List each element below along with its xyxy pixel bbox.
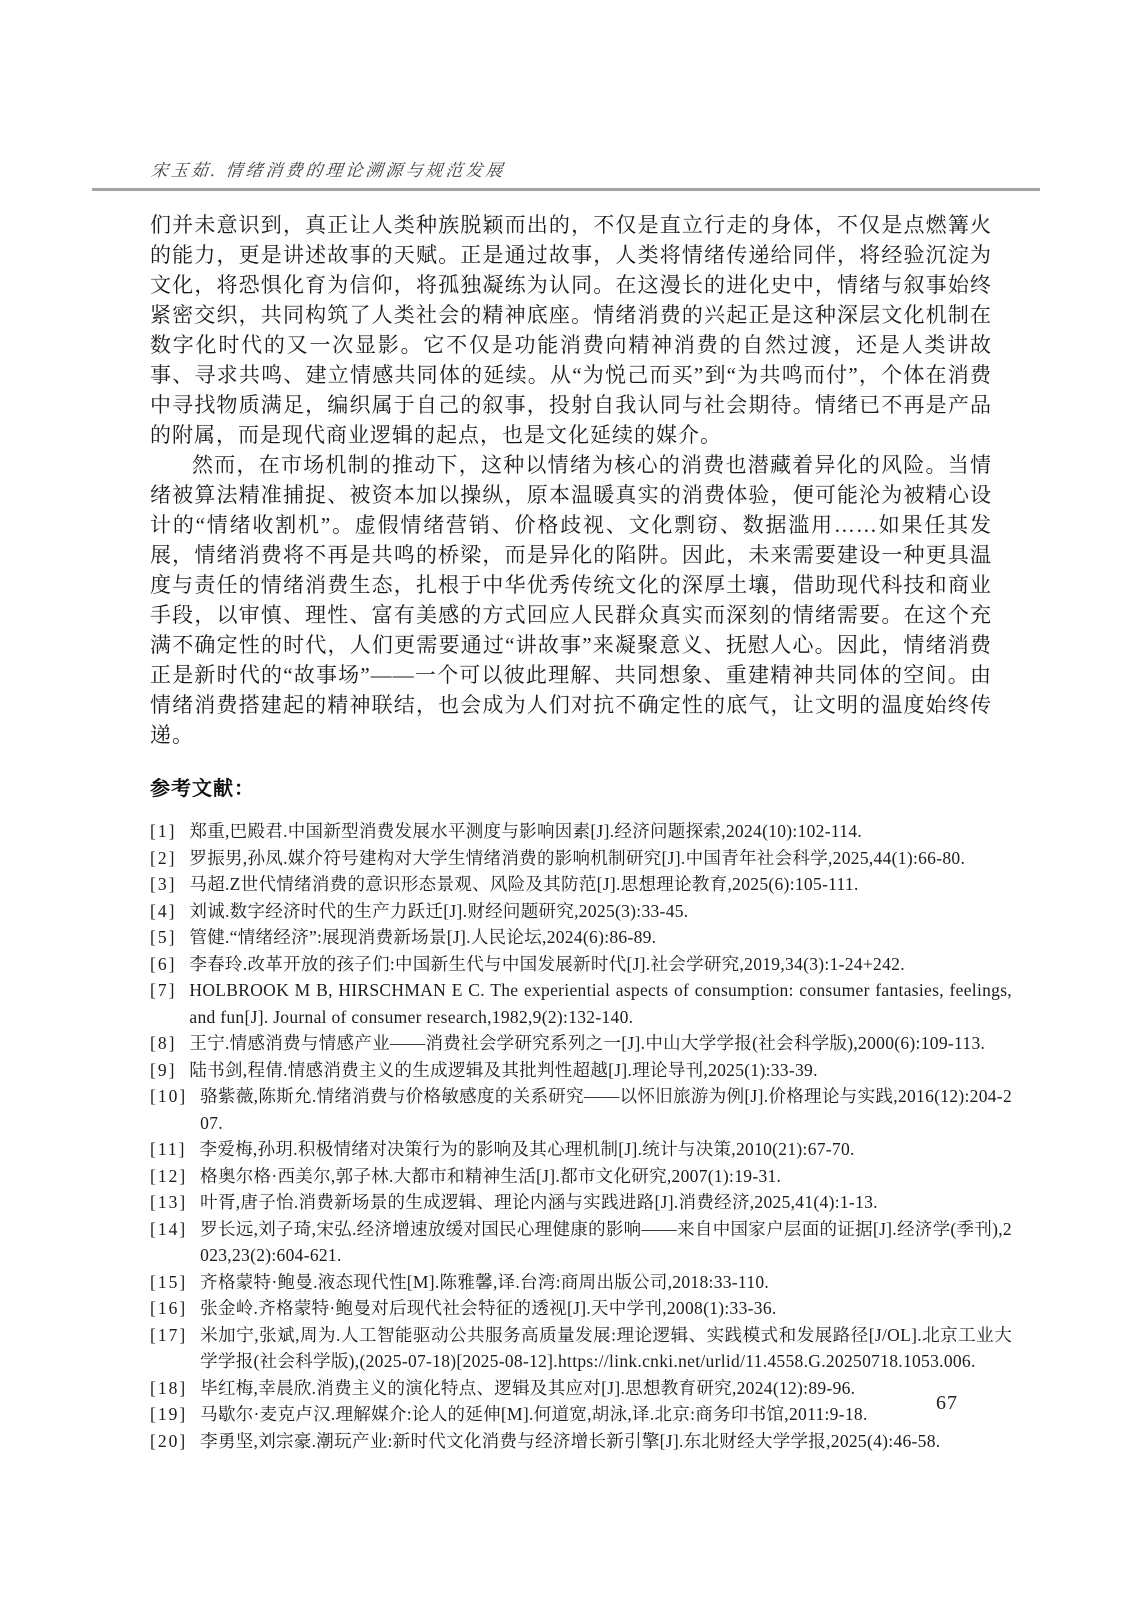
reference-number: [18] [150, 1377, 188, 1398]
reference-number: [3] [150, 874, 177, 894]
reference-list [150, 818, 1012, 1454]
reference-text: 骆紫薇,陈斯允.情绪消费与价格敏感度的关系研究——以怀旧旅游为例[J].价格理论与实践,2016(12):204-207. [200, 1086, 1012, 1133]
reference-text: 李勇坚,刘宗豪.潮玩产业:新时代文化消费与经济增长新引擎[J].东北财经大学学报,2025(4):46-58. [200, 1430, 941, 1451]
reference-number: [16] [150, 1298, 188, 1318]
reference-number: [1] [150, 821, 177, 841]
reference-number: [15] [150, 1271, 188, 1292]
reference-text: 李爱梅,孙玥.积极情绪对决策行为的影响及其心理机制[J].统计与决策,2010(21):67-70. [199, 1139, 855, 1159]
page-number: 67 [936, 1392, 958, 1414]
reference-text: 马超.Z世代情绪消费的意识形态景观、风险及其防范[J].思想理论教育,2025(6):105-111. [189, 874, 859, 894]
reference-number: [6] [150, 953, 177, 974]
reference-text: 毕红梅,幸晨欣.消费主义的演化特点、逻辑及其应对[J].思想教育研究,2024(12):89-96. [200, 1377, 856, 1398]
reference-item [150, 1163, 1012, 1190]
page-body [150, 210, 1012, 1454]
reference-item [150, 871, 1012, 898]
body-paragraph-1: 们并未意识到，真正让人类种族脱颖而出的，不仅是直立行走的身体，不仅是点燃篝火的能力，更是讲述故事的天赋。正是通过故事，人类将情绪传递给同伴，将经验沉淀为文化，将恐惧化育为信仰，将孤独凝练为认同。在这漫长的进化史中，情绪与叙事始终紧密交织，共同构筑了人类社会的精神底座。情绪消费的兴起正是这种深层文化机制在数字化时代的又一次显影。它不仅是功能消费向精神消费的自然过渡，还是人类讲故事、寻求共鸣、建立情感共同体的延续。从“为悦己而买”到“为共鸣而付”，个体在消费中寻找物质满足，编织属于自己的叙事，投射自我认同与社会期待。情绪已不再是产品的附属，而是现代商业逻辑的起点，也是文化延续的媒介。 [150, 213, 992, 447]
reference-item [150, 818, 1012, 845]
reference-text: 郑重,巴殿君.中国新型消费发展水平测度与影响因素[J].经济问题探索,2024(10):102-114. [189, 821, 863, 841]
header-rule [92, 188, 1040, 191]
reference-number: [19] [150, 1404, 188, 1424]
reference-text: 格奥尔格·西美尔,郭子林.大都市和精神生活[J].都市文化研究,2007(1):19-31. [200, 1165, 782, 1186]
reference-number: [5] [150, 927, 177, 947]
reference-text: 齐格蒙特·鲍曼.液态现代性[M].陈雅馨,译.台湾:商周出版公司,2018:33-110. [200, 1271, 770, 1292]
reference-item [150, 1322, 1012, 1375]
references-heading: 参考文献： [150, 778, 255, 800]
reference-text: 王宁.情感消费与情感产业——消费社会学研究系列之一[J].中山大学学报(社会科学版),2000(6):109-113. [189, 1033, 986, 1053]
reference-text: 罗长远,刘子琦,宋弘.经济增速放缓对国民心理健康的影响——来自中国家户层面的证据[J].经济学(季刊),2023,23(2):604-621. [200, 1218, 1012, 1265]
reference-number: [9] [150, 1059, 177, 1080]
reference-number: [10] [150, 1086, 188, 1106]
reference-text: 李春玲.改革开放的孩子们:中国新生代与中国发展新时代[J].社会学研究,2019,34(3):1-24+242. [189, 953, 905, 974]
reference-number: [14] [150, 1218, 188, 1239]
reference-text: 陆书剑,程倩.情感消费主义的生成逻辑及其批判性超越[J].理论导刊,2025(1):33-39. [189, 1059, 818, 1080]
reference-text: 张金岭.齐格蒙特·鲍曼对后现代社会特征的透视[J].天中学刊,2008(1):33-36. [200, 1298, 777, 1318]
reference-text: 管健.“情绪经济”:展现消费新场景[J].人民论坛,2024(6):86-89. [189, 927, 657, 947]
reference-item [150, 1401, 1012, 1428]
reference-item [150, 898, 1012, 925]
reference-item [150, 1057, 1012, 1084]
reference-item [150, 1136, 1012, 1163]
reference-text: 马歇尔·麦克卢汉.理解媒介:论人的延伸[M].何道宽,胡泳,译.北京:商务印书馆,2011:9-18. [200, 1404, 868, 1424]
reference-item [150, 1030, 1012, 1057]
reference-number: [4] [150, 900, 177, 921]
reference-number: [11] [150, 1139, 187, 1159]
reference-item [150, 1269, 1012, 1296]
reference-number: [17] [150, 1324, 188, 1345]
reference-number: [13] [150, 1192, 188, 1212]
reference-text: 米加宁,张斌,周为.人工智能驱动公共服务高质量发展:理论逻辑、实践模式和发展路径[J/OL].北京工业大学学报(社会科学版),(2025-07-18)[2025-08-12].https://link.cnki.net/urlid/11.4558.G.20250718.1053.006. [200, 1324, 1012, 1371]
reference-item [150, 845, 1012, 872]
reference-item [150, 924, 1012, 951]
reference-text: 刘诚.数字经济时代的生产力跃迁[J].财经问题研究,2025(3):33-45. [189, 900, 689, 921]
reference-item [150, 977, 1012, 1030]
reference-number: [7] [150, 980, 177, 1000]
reference-item [150, 1083, 1012, 1136]
body-paragraph-2: 然而，在市场机制的推动下，这种以情绪为核心的消费也潜藏着异化的风险。当情绪被算法精准捕捉、被资本加以操纵，原本温暖真实的消费体验，便可能沦为被精心设计的“情绪收割机”。虚假情绪营销、价格歧视、文化剽窃、数据滥用……如果任其发展，情绪消费将不再是共鸣的桥梁，而是异化的陷阱。因此，未来需要建设一种更具温度与责任的情绪消费生态，扎根于中华优秀传统文化的深厚土壤，借助现代科技和商业手段，以审慎、理性、富有美感的方式回应人民群众真实而深刻的情绪需要。在这个充满不确定性的时代，人们更需要通过“讲故事”来凝聚意义、抚慰人心。因此，情绪消费正是新时代的“故事场”——一个可以彼此理解、共同想象、重建精神共同体的空间。由情绪消费搭建起的精神联结，也会成为人们对抗不确定性的底气，让文明的温度始终传递。 [150, 453, 992, 747]
reference-text: 叶胥,唐子怡.消费新场景的生成逻辑、理论内涵与实践进路[J].消费经济,2025,41(4):1-13. [200, 1192, 878, 1212]
reference-text: 罗振男,孙凤.媒介符号建构对大学生情绪消费的影响机制研究[J].中国青年社会科学,2025,44(1):66-80. [189, 847, 966, 868]
reference-item [150, 1428, 1012, 1455]
reference-number: [8] [150, 1033, 177, 1053]
reference-text: HOLBROOK M B, HIRSCHMAN E C. The experiential aspects of consumption: consumer fantasies, feelings, and fun[J]. Journal of consumer research,1982,9(2):132-140. [189, 980, 1012, 1027]
reference-item [150, 1375, 1012, 1402]
reference-item [150, 1295, 1012, 1322]
reference-item [150, 1216, 1012, 1269]
reference-item [150, 951, 1012, 978]
reference-number: [2] [150, 847, 177, 868]
reference-number: [12] [150, 1165, 188, 1186]
reference-number: [20] [150, 1430, 188, 1451]
running-head: 宋玉茹. 情绪消费的理论溯源与规范发展 [150, 161, 507, 180]
reference-item [150, 1189, 1012, 1216]
